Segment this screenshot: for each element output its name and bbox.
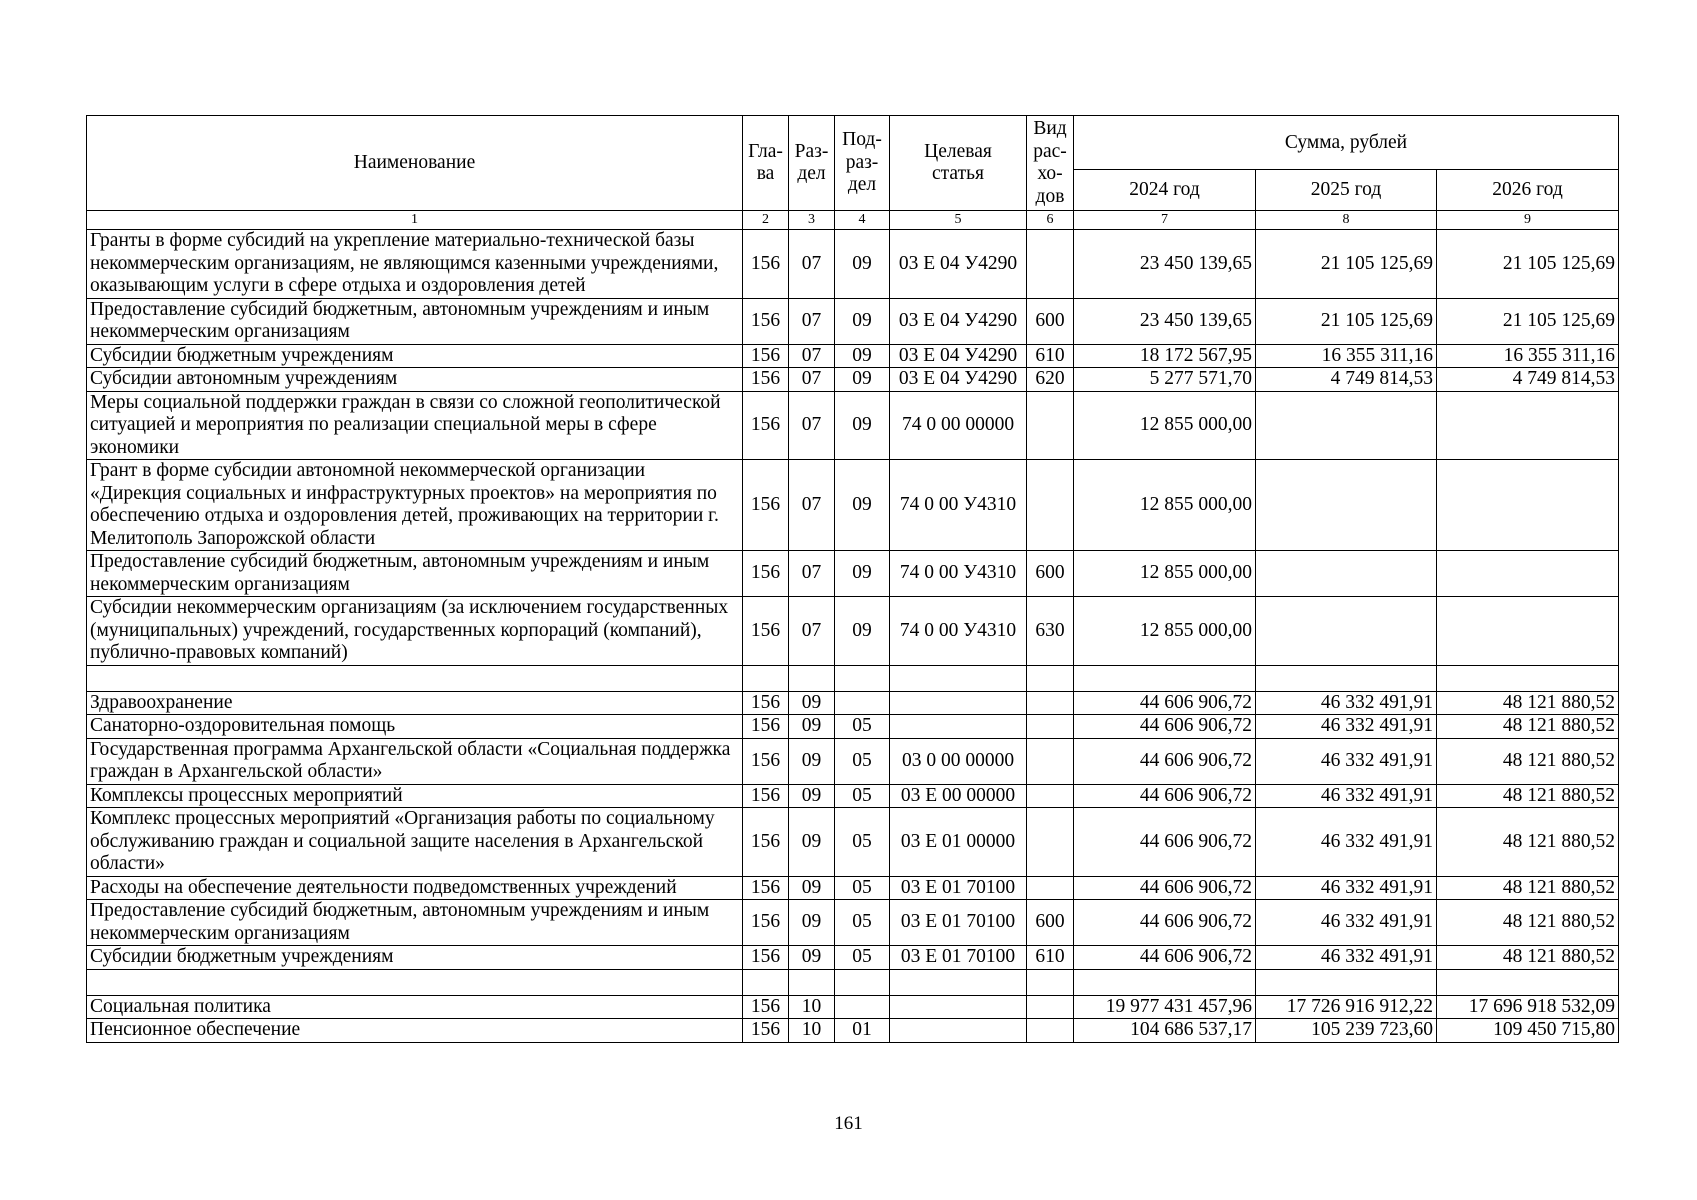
cell-amount-2024: 44 606 906,72 <box>1074 738 1256 784</box>
cell-podrazdel: 09 <box>835 391 890 460</box>
cell-amount-2025 <box>1256 551 1437 597</box>
cell-amount-2026 <box>1437 597 1619 666</box>
cell-glava: 156 <box>743 344 789 368</box>
cell-name: Санаторно-оздоровительная помощь <box>87 715 743 739</box>
header-2025: 2025 год <box>1256 170 1437 211</box>
header-2026: 2026 год <box>1437 170 1619 211</box>
cell-amount-2025: 46 332 491,91 <box>1256 808 1437 877</box>
cell-amount-2026 <box>1437 969 1619 995</box>
cell-amount-2024: 12 855 000,00 <box>1074 391 1256 460</box>
cell-name: Государственная программа Архангельской области «Социальная поддержка граждан в Архангельской области» <box>87 738 743 784</box>
cell-razdel: 07 <box>789 391 835 460</box>
cell-amount-2026: 48 121 880,52 <box>1437 784 1619 808</box>
cell-razdel: 07 <box>789 298 835 344</box>
cell-glava: 156 <box>743 391 789 460</box>
cell-name: Предоставление субсидий бюджетным, автономным учреждениям и иным некоммерческим организациям <box>87 551 743 597</box>
spacer-row <box>87 665 1619 691</box>
table-body <box>87 211 1619 1043</box>
cell-celevaya: 03 Е 04 У4290 <box>890 368 1027 392</box>
cell-vid: 630 <box>1027 597 1074 666</box>
cell-vid: 610 <box>1027 946 1074 970</box>
cell-razdel: 07 <box>789 551 835 597</box>
cell-glava: 156 <box>743 715 789 739</box>
cell-amount-2026: 21 105 125,69 <box>1437 230 1619 299</box>
table-row <box>87 298 1619 344</box>
cell-celevaya: 03 Е 00 00000 <box>890 784 1027 808</box>
cell-amount-2025 <box>1256 969 1437 995</box>
cell-amount-2025: 46 332 491,91 <box>1256 900 1437 946</box>
budget-table <box>86 115 1619 1043</box>
cell-name: Здравоохранение <box>87 691 743 715</box>
cell-razdel: 07 <box>789 460 835 551</box>
cell-celevaya: 03 Е 04 У4290 <box>890 230 1027 299</box>
cell-glava: 156 <box>743 876 789 900</box>
cell-name: Расходы на обеспечение деятельности подведомственных учреждений <box>87 876 743 900</box>
cell-name <box>87 665 743 691</box>
cell-vid: 600 <box>1027 298 1074 344</box>
cell-amount-2024: 19 977 431 457,96 <box>1074 995 1256 1019</box>
cell-celevaya: 03 0 00 00000 <box>890 738 1027 784</box>
cell-celevaya <box>890 995 1027 1019</box>
cell-vid <box>1027 665 1074 691</box>
cell-name: Предоставление субсидий бюджетным, автономным учреждениям и иным некоммерческим организациям <box>87 298 743 344</box>
cell-amount-2026: 21 105 125,69 <box>1437 298 1619 344</box>
cell-amount-2025: 21 105 125,69 <box>1256 230 1437 299</box>
table-row <box>87 460 1619 551</box>
cell-podrazdel: 05 <box>835 876 890 900</box>
table-row <box>87 230 1619 299</box>
cell-name: Грант в форме субсидии автономной некоммерческой организации «Дирекция социальных и инфраструктурных проектов» на мероприятия по обеспечению отдыха и оздоровления детей, проживающих на территории г. Мелитополь Запорожской области <box>87 460 743 551</box>
cell-razdel: 07 <box>789 344 835 368</box>
cell-name: Комплекс процессных мероприятий «Организация работы по социальному обслуживанию граждан и социальной защите населения в Архангельской области» <box>87 808 743 877</box>
cell-amount-2024: 44 606 906,72 <box>1074 900 1256 946</box>
cell-amount-2026: 48 121 880,52 <box>1437 876 1619 900</box>
cell-amount-2025 <box>1256 391 1437 460</box>
cell-podrazdel: 09 <box>835 551 890 597</box>
cell-amount-2025: 46 332 491,91 <box>1256 738 1437 784</box>
header-celevaya: Целевая статья <box>890 116 1027 211</box>
cell-amount-2024: 23 450 139,65 <box>1074 230 1256 299</box>
table-row <box>87 344 1619 368</box>
cell-celevaya: 03 Е 04 У4290 <box>890 344 1027 368</box>
cell-podrazdel: 05 <box>835 900 890 946</box>
cell-podrazdel <box>835 969 890 995</box>
cell-amount-2025: 46 332 491,91 <box>1256 691 1437 715</box>
header-glava: Гла- ва <box>743 116 789 211</box>
cell-glava: 156 <box>743 597 789 666</box>
cell-glava: 156 <box>743 738 789 784</box>
column-number: 3 <box>789 211 835 230</box>
cell-glava: 156 <box>743 368 789 392</box>
table-row <box>87 784 1619 808</box>
cell-glava: 156 <box>743 784 789 808</box>
cell-name <box>87 969 743 995</box>
cell-podrazdel: 05 <box>835 784 890 808</box>
cell-amount-2024: 44 606 906,72 <box>1074 946 1256 970</box>
column-number: 1 <box>87 211 743 230</box>
cell-celevaya: 03 Е 01 70100 <box>890 946 1027 970</box>
cell-vid <box>1027 995 1074 1019</box>
cell-vid <box>1027 969 1074 995</box>
page-number: 161 <box>834 1113 863 1134</box>
cell-podrazdel: 09 <box>835 368 890 392</box>
cell-podrazdel: 09 <box>835 298 890 344</box>
cell-glava: 156 <box>743 946 789 970</box>
cell-razdel: 10 <box>789 995 835 1019</box>
cell-celevaya: 03 Е 04 У4290 <box>890 298 1027 344</box>
cell-podrazdel: 05 <box>835 715 890 739</box>
table-row <box>87 995 1619 1019</box>
cell-vid: 600 <box>1027 900 1074 946</box>
cell-amount-2025 <box>1256 597 1437 666</box>
cell-celevaya: 03 Е 01 70100 <box>890 876 1027 900</box>
column-number: 4 <box>835 211 890 230</box>
cell-name: Меры социальной поддержки граждан в связи со сложной геополитической ситуацией и мероприятия по реализации специальной меры в сфере экономики <box>87 391 743 460</box>
cell-amount-2024: 12 855 000,00 <box>1074 460 1256 551</box>
header-podrazdel: Под- раз- дел <box>835 116 890 211</box>
cell-razdel: 09 <box>789 900 835 946</box>
cell-amount-2025: 46 332 491,91 <box>1256 876 1437 900</box>
cell-amount-2026 <box>1437 460 1619 551</box>
cell-amount-2026: 48 121 880,52 <box>1437 808 1619 877</box>
header-name: Наименование <box>87 116 743 211</box>
cell-amount-2025: 105 239 723,60 <box>1256 1019 1437 1043</box>
cell-glava: 156 <box>743 995 789 1019</box>
cell-razdel: 10 <box>789 1019 835 1043</box>
cell-razdel: 09 <box>789 715 835 739</box>
cell-glava: 156 <box>743 230 789 299</box>
cell-amount-2024: 12 855 000,00 <box>1074 551 1256 597</box>
column-number: 8 <box>1256 211 1437 230</box>
table-row <box>87 715 1619 739</box>
table-row <box>87 597 1619 666</box>
cell-razdel: 09 <box>789 808 835 877</box>
table-row <box>87 876 1619 900</box>
cell-amount-2024: 44 606 906,72 <box>1074 691 1256 715</box>
cell-amount-2025: 46 332 491,91 <box>1256 946 1437 970</box>
table-row <box>87 551 1619 597</box>
column-number: 7 <box>1074 211 1256 230</box>
table-row <box>87 1019 1619 1043</box>
cell-celevaya <box>890 1019 1027 1043</box>
cell-amount-2026 <box>1437 665 1619 691</box>
cell-razdel: 09 <box>789 876 835 900</box>
cell-amount-2026: 17 696 918 532,09 <box>1437 995 1619 1019</box>
cell-amount-2024 <box>1074 665 1256 691</box>
cell-name: Пенсионное обеспечение <box>87 1019 743 1043</box>
cell-vid <box>1027 715 1074 739</box>
cell-amount-2026: 48 121 880,52 <box>1437 691 1619 715</box>
cell-glava: 156 <box>743 551 789 597</box>
cell-amount-2024: 18 172 567,95 <box>1074 344 1256 368</box>
cell-amount-2025 <box>1256 665 1437 691</box>
cell-vid <box>1027 391 1074 460</box>
table-row <box>87 391 1619 460</box>
cell-celevaya: 03 Е 01 70100 <box>890 900 1027 946</box>
cell-vid: 600 <box>1027 551 1074 597</box>
cell-glava: 156 <box>743 691 789 715</box>
cell-amount-2024: 12 855 000,00 <box>1074 597 1256 666</box>
cell-podrazdel <box>835 665 890 691</box>
table-row <box>87 808 1619 877</box>
cell-celevaya: 03 Е 01 00000 <box>890 808 1027 877</box>
cell-glava: 156 <box>743 298 789 344</box>
cell-amount-2024: 44 606 906,72 <box>1074 715 1256 739</box>
cell-razdel: 07 <box>789 597 835 666</box>
cell-celevaya <box>890 691 1027 715</box>
cell-amount-2025: 4 749 814,53 <box>1256 368 1437 392</box>
cell-celevaya: 74 0 00 У4310 <box>890 551 1027 597</box>
cell-amount-2026: 48 121 880,52 <box>1437 715 1619 739</box>
table-row <box>87 946 1619 970</box>
cell-razdel <box>789 665 835 691</box>
cell-name: Предоставление субсидий бюджетным, автономным учреждениям и иным некоммерческим организациям <box>87 900 743 946</box>
cell-amount-2024: 104 686 537,17 <box>1074 1019 1256 1043</box>
column-number: 5 <box>890 211 1027 230</box>
cell-razdel: 09 <box>789 946 835 970</box>
cell-vid <box>1027 230 1074 299</box>
cell-podrazdel: 05 <box>835 738 890 784</box>
cell-razdel: 09 <box>789 784 835 808</box>
cell-name: Субсидии бюджетным учреждениям <box>87 946 743 970</box>
cell-amount-2026: 109 450 715,80 <box>1437 1019 1619 1043</box>
cell-amount-2025: 46 332 491,91 <box>1256 784 1437 808</box>
cell-amount-2026 <box>1437 391 1619 460</box>
cell-amount-2025 <box>1256 460 1437 551</box>
cell-vid <box>1027 808 1074 877</box>
cell-glava <box>743 969 789 995</box>
cell-amount-2024 <box>1074 969 1256 995</box>
cell-razdel: 07 <box>789 368 835 392</box>
cell-amount-2026: 48 121 880,52 <box>1437 900 1619 946</box>
cell-podrazdel: 01 <box>835 1019 890 1043</box>
cell-vid <box>1027 738 1074 784</box>
header-razdel: Раз- дел <box>789 116 835 211</box>
cell-amount-2025: 17 726 916 912,22 <box>1256 995 1437 1019</box>
cell-amount-2025: 46 332 491,91 <box>1256 715 1437 739</box>
cell-amount-2026: 48 121 880,52 <box>1437 738 1619 784</box>
cell-celevaya <box>890 715 1027 739</box>
cell-glava: 156 <box>743 900 789 946</box>
cell-razdel: 09 <box>789 738 835 784</box>
column-number-row <box>87 211 1619 230</box>
cell-podrazdel <box>835 995 890 1019</box>
cell-name: Социальная политика <box>87 995 743 1019</box>
cell-amount-2024: 44 606 906,72 <box>1074 808 1256 877</box>
cell-podrazdel: 09 <box>835 460 890 551</box>
cell-name: Субсидии бюджетным учреждениям <box>87 344 743 368</box>
cell-podrazdel: 09 <box>835 230 890 299</box>
cell-vid <box>1027 1019 1074 1043</box>
cell-vid <box>1027 784 1074 808</box>
cell-glava: 156 <box>743 808 789 877</box>
cell-razdel: 09 <box>789 691 835 715</box>
cell-podrazdel: 05 <box>835 946 890 970</box>
header-2024: 2024 год <box>1074 170 1256 211</box>
cell-amount-2024: 23 450 139,65 <box>1074 298 1256 344</box>
cell-amount-2025: 16 355 311,16 <box>1256 344 1437 368</box>
header-vid: Вид рас- хо- дов <box>1027 116 1074 211</box>
cell-celevaya: 74 0 00 У4310 <box>890 460 1027 551</box>
table-row <box>87 900 1619 946</box>
cell-glava <box>743 665 789 691</box>
header-summa: Сумма, рублей <box>1074 116 1619 170</box>
cell-vid: 610 <box>1027 344 1074 368</box>
cell-razdel <box>789 969 835 995</box>
cell-name: Субсидии некоммерческим организациям (за исключением государственных (муниципальных) учреждений, государственных корпораций (компаний), публично-правовых компаний) <box>87 597 743 666</box>
cell-vid: 620 <box>1027 368 1074 392</box>
cell-amount-2026: 16 355 311,16 <box>1437 344 1619 368</box>
cell-vid <box>1027 691 1074 715</box>
cell-name: Гранты в форме субсидий на укрепление материально-технической базы некоммерческим организациям, не являющимся казенными учреждениями, оказывающим услуги в сфере отдыха и оздоровления детей <box>87 230 743 299</box>
column-number: 6 <box>1027 211 1074 230</box>
cell-amount-2026 <box>1437 551 1619 597</box>
cell-podrazdel: 05 <box>835 808 890 877</box>
cell-amount-2024: 44 606 906,72 <box>1074 876 1256 900</box>
cell-celevaya <box>890 969 1027 995</box>
cell-glava: 156 <box>743 1019 789 1043</box>
cell-amount-2025: 21 105 125,69 <box>1256 298 1437 344</box>
cell-podrazdel: 09 <box>835 597 890 666</box>
cell-celevaya <box>890 665 1027 691</box>
cell-name: Субсидии автономным учреждениям <box>87 368 743 392</box>
table-row <box>87 738 1619 784</box>
cell-celevaya: 74 0 00 У4310 <box>890 597 1027 666</box>
cell-vid <box>1027 460 1074 551</box>
spacer-row <box>87 969 1619 995</box>
cell-amount-2024: 44 606 906,72 <box>1074 784 1256 808</box>
cell-name: Комплексы процессных мероприятий <box>87 784 743 808</box>
table-row <box>87 691 1619 715</box>
cell-amount-2024: 5 277 571,70 <box>1074 368 1256 392</box>
cell-glava: 156 <box>743 460 789 551</box>
cell-podrazdel: 09 <box>835 344 890 368</box>
cell-celevaya: 74 0 00 00000 <box>890 391 1027 460</box>
cell-amount-2026: 48 121 880,52 <box>1437 946 1619 970</box>
table-row <box>87 368 1619 392</box>
column-number: 9 <box>1437 211 1619 230</box>
cell-amount-2026: 4 749 814,53 <box>1437 368 1619 392</box>
cell-razdel: 07 <box>789 230 835 299</box>
cell-vid <box>1027 876 1074 900</box>
cell-podrazdel <box>835 691 890 715</box>
column-number: 2 <box>743 211 789 230</box>
